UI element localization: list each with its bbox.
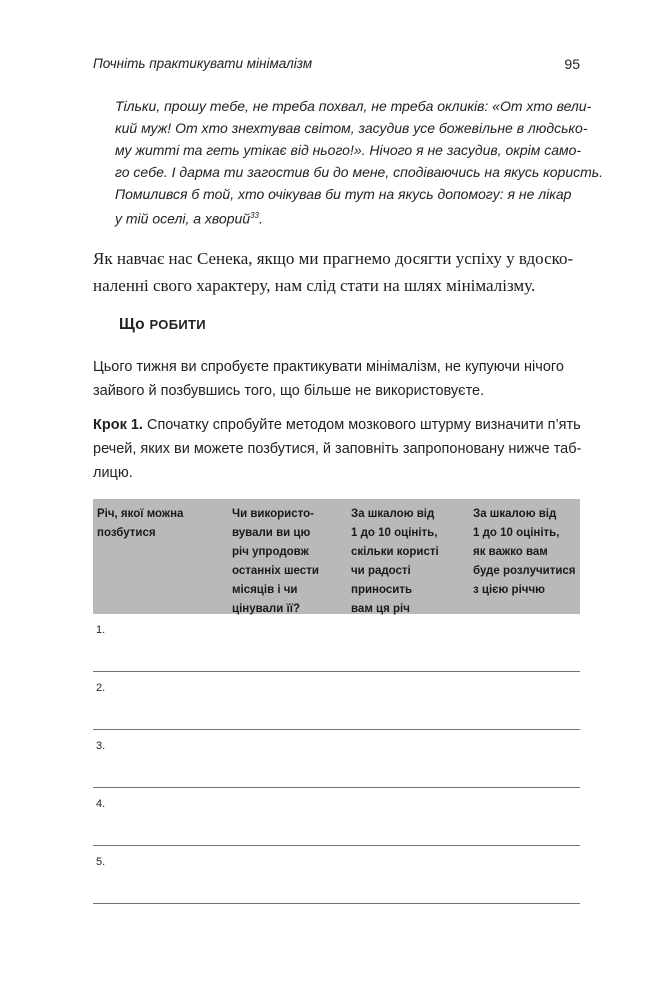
header-line: річ упродовж — [232, 546, 309, 558]
paragraph-line: зайвого й позбувшись того, що більше не використовуєте. — [93, 383, 485, 399]
table-row[interactable] — [93, 730, 580, 788]
table-row[interactable] — [93, 672, 580, 730]
intro-paragraph — [93, 355, 588, 403]
column-header-joy-score — [351, 505, 439, 619]
section-heading — [119, 316, 206, 334]
quote-last-line — [115, 205, 585, 230]
header-line: як важко вам — [473, 546, 548, 558]
running-head-title: Почніть практикувати мінімалізм — [93, 56, 313, 71]
paragraph-line: наленні свого характеру, нам слід стати на шлях мінімалізму. — [93, 276, 536, 295]
header-line: За шкалою від — [473, 508, 557, 520]
running-head — [93, 56, 580, 76]
table-header — [93, 499, 580, 614]
row-number: 3. — [96, 740, 106, 752]
paragraph-line: Цього тижня ви спробуєте практикувати мінімалізм, не купуючи нічого — [93, 359, 564, 375]
column-header-difficulty-score — [473, 505, 576, 600]
header-line: буде розлучитися — [473, 565, 576, 577]
page-number: 95 — [564, 56, 580, 72]
row-number: 4. — [96, 798, 106, 810]
items-table — [93, 499, 580, 904]
quote-line: кий муж! От хто знехтував світом, засудив усе божевільне в людсько- — [115, 120, 588, 136]
column-header-used — [232, 505, 319, 619]
seneca-paragraph — [93, 245, 588, 299]
table-row[interactable] — [93, 614, 580, 672]
table-row[interactable] — [93, 788, 580, 846]
quote-end-punct: . — [258, 210, 263, 227]
header-line: 1 до 10 оцініть, — [351, 527, 438, 539]
section-heading-rest: РОБИТИ — [149, 317, 206, 332]
header-line: з цією річчю — [473, 584, 545, 596]
step1-label: Крок 1. — [93, 417, 143, 433]
paragraph-line: речей, яких ви можете позбутися, й заповніть запропоновану нижче таб- — [93, 441, 582, 457]
header-line: приносить — [351, 584, 413, 596]
quote-line: Помилився б той, хто очікував би тут на якусь допомогу: я не лікар — [115, 186, 572, 202]
header-line: цінували її? — [232, 603, 300, 615]
paragraph-line: лицю. — [93, 465, 133, 481]
header-line: За шкалою від — [351, 508, 435, 520]
quote-line: го себе. І дарма ти загостив би до мене, сподіваючись на якусь користь. — [115, 164, 604, 180]
header-line: 1 до 10 оцініть, — [473, 527, 560, 539]
column-header-item — [97, 505, 183, 543]
quote-line: му житті та геть утікає від нього!». Нічого я не засудив, окрім само- — [115, 142, 582, 158]
section-heading-first: Що — [119, 316, 145, 333]
header-line: вам ця річ — [351, 603, 410, 615]
row-number: 5. — [96, 856, 106, 868]
paragraph-line: Спочатку спробуйте методом мозкового штурму визначити п’ять — [142, 417, 581, 433]
quote-line: у тій оселі, а хворий — [115, 210, 251, 227]
header-line: Річ, якої можна — [97, 508, 184, 520]
header-line: вували ви цю — [232, 527, 311, 539]
header-line: чи радості — [351, 565, 411, 577]
row-number: 1. — [96, 624, 106, 636]
step1-paragraph — [93, 413, 588, 485]
step1-first-line — [93, 413, 588, 437]
header-line: місяців і чи — [232, 584, 298, 596]
row-number: 2. — [96, 682, 106, 694]
header-line: скільки користі — [351, 546, 439, 558]
table-row[interactable] — [93, 846, 580, 904]
header-line: позбутися — [97, 527, 156, 539]
paragraph-line: Як навчає нас Сенека, якщо ми прагнемо досягти успіху у вдоско- — [93, 249, 574, 268]
header-line: Чи використо- — [232, 508, 314, 520]
quote-line: Тільки, прошу тебе, не треба похвал, не треба окликів: «От хто вели- — [115, 98, 592, 114]
footnote-ref[interactable]: 33 — [250, 211, 259, 220]
header-line: останніх шести — [232, 565, 319, 577]
seneca-quote — [115, 95, 604, 230]
